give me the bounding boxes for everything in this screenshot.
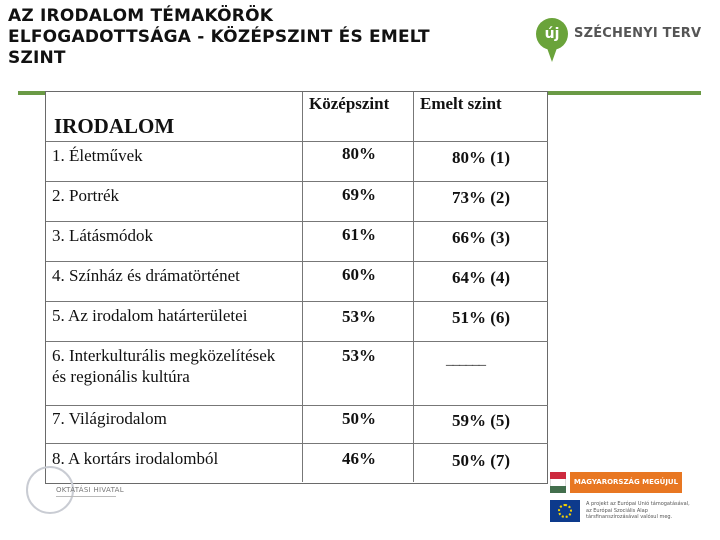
eu-support-line: A projekt az Európai Unió támogatásával, (586, 501, 690, 507)
logo-mark: új (536, 18, 568, 50)
table-cell-kozepszint: 80% (342, 144, 376, 163)
section-title: IRODALOM (54, 114, 175, 138)
table-cell-kozepszint: 61% (342, 225, 376, 244)
eu-stars-icon (558, 504, 572, 518)
table-cell-emelt: 51% (6) (452, 308, 511, 327)
table-cell-emelt-empty: ______ (446, 352, 485, 368)
table-divider (46, 443, 548, 444)
seal-text: OKTATÁSI HIVATAL (56, 486, 124, 494)
table-row-label (52, 345, 298, 387)
table-divider (46, 405, 548, 406)
table-cell-kozepszint: 46% (342, 449, 376, 468)
table-cell-emelt: 66% (3) (452, 228, 511, 247)
table-row-label-line: és regionális kultúra (52, 367, 190, 386)
eu-support-line: az Európai Szociális Alap (586, 507, 648, 514)
szechenyi-terv-logo (536, 18, 702, 66)
logo-drop-icon (547, 48, 557, 62)
table-cell-kozepszint: 50% (342, 409, 376, 428)
magyarorszag-megujul-banner: MAGYARORSZÁG MEGÚJUL (570, 472, 682, 493)
table-row-label: 7. Világirodalom (52, 409, 167, 428)
table-cell-emelt: 80% (1) (452, 148, 511, 167)
table-divider (46, 301, 548, 302)
table-divider (46, 261, 548, 262)
table-row-label: 1. Életművek (52, 146, 143, 165)
page-title-line-3: SZINT (8, 48, 66, 68)
table-divider (46, 341, 548, 342)
column-header-emelt-szint: Emelt szint (420, 94, 502, 113)
table-cell-emelt: 64% (4) (452, 268, 511, 287)
table-cell-kozepszint: 69% (342, 185, 376, 204)
seal-underline (56, 496, 116, 497)
page-title-line-2: ELFOGADOTTSÁGA - KÖZÉPSZINT ÉS EMELT (8, 27, 430, 47)
acceptance-table (45, 91, 548, 484)
table-divider (46, 181, 548, 182)
column-header-kozepszint: Középszint (309, 94, 390, 113)
table-divider (46, 221, 548, 222)
table-divider (413, 92, 414, 482)
table-divider (46, 141, 548, 142)
page-title (8, 6, 528, 69)
table-cell-kozepszint: 60% (342, 265, 376, 284)
logo-text: SZÉCHENYI TERV (574, 26, 702, 41)
table-row-label: 4. Színház és drámatörténet (52, 266, 240, 285)
eu-flag-icon (550, 500, 580, 522)
eu-support-text (586, 501, 716, 521)
table-divider (302, 92, 303, 482)
table-row-label-line: 6. Interkulturális megközelítések (52, 346, 276, 365)
table-cell-emelt: 59% (5) (452, 411, 511, 430)
eu-support-line: társfinanszírozásával valósul meg. (586, 514, 673, 520)
table-row-label: 2. Portrék (52, 186, 120, 205)
table-cell-emelt: 50% (7) (452, 451, 511, 470)
page-title-line-1: AZ IRODALOM TÉMAKÖRÖK (8, 6, 274, 26)
table-row-label: 3. Látásmódok (52, 226, 154, 245)
table-row-label: 5. Az irodalom határterületei (52, 306, 248, 325)
hungarian-flag-icon (550, 472, 566, 493)
table-cell-emelt: 73% (2) (452, 188, 511, 207)
table-cell-kozepszint: 53% (342, 346, 376, 365)
table-row-label: 8. A kortárs irodalomból (52, 449, 219, 468)
table-cell-kozepszint: 53% (342, 307, 376, 326)
